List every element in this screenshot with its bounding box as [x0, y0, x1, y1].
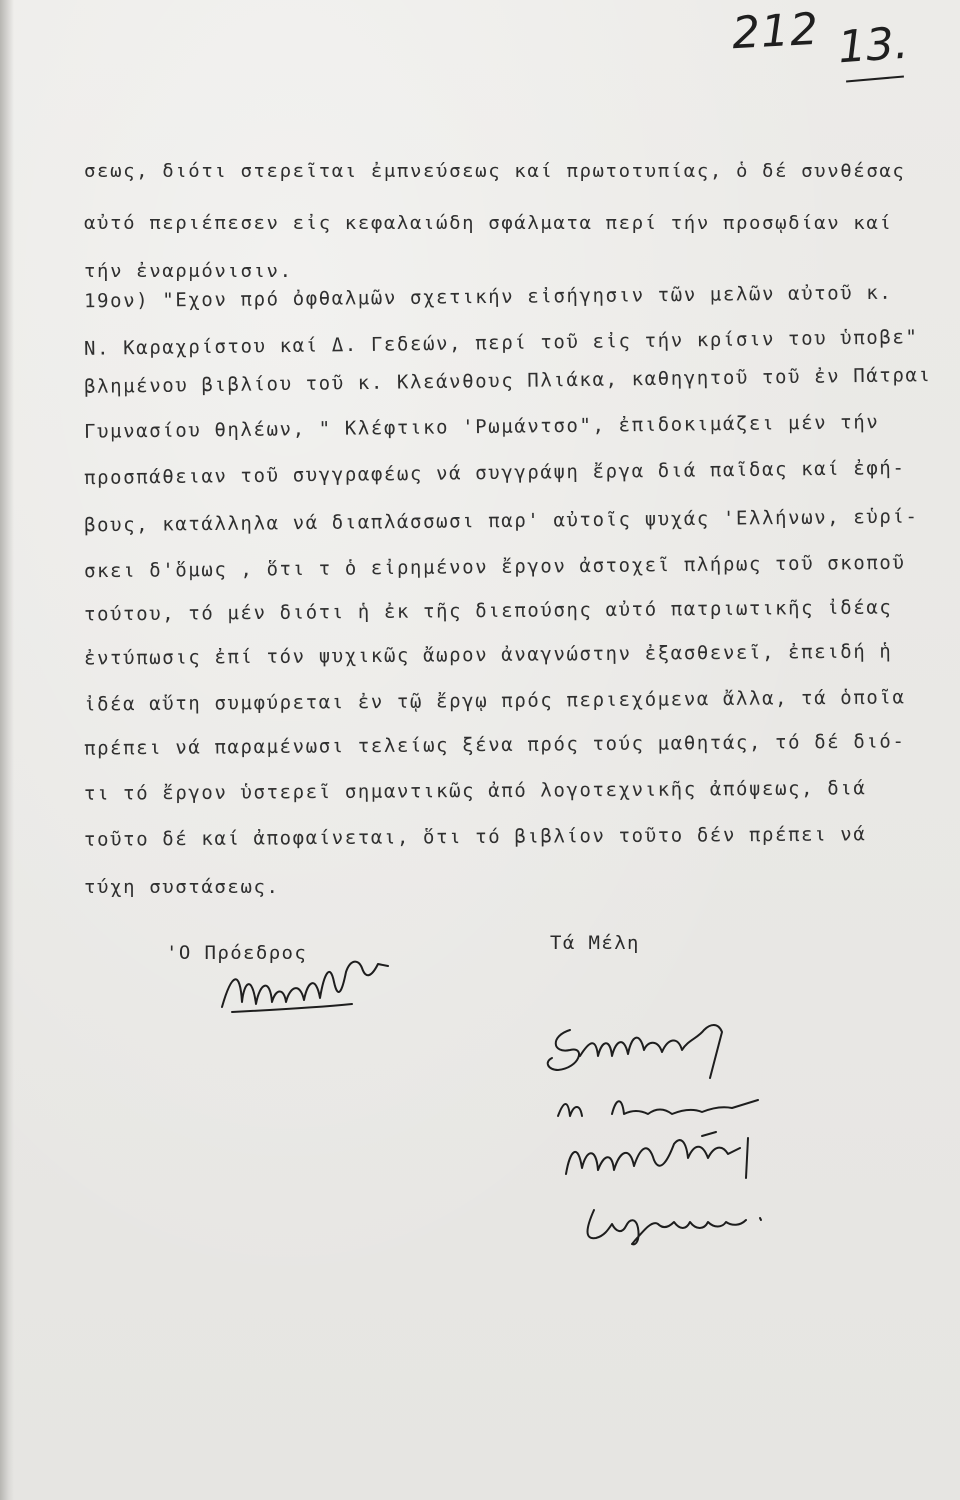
body-line: βους, κατάλληλα νά διαπλάσσωσι παρ' αὐτοῖς ψυχάς 'Ελλήνων, εὑρί- [83, 505, 919, 537]
body-line: Γυμνασίου θηλέων, " Κλέφτικο 'Ρωμάντσο", ἐπιδοκιμάζει μέν τήν [83, 411, 880, 443]
body-line: τι τό ἔργον ὑστερεῖ σημαντικῶς ἀπό λογοτεχνικῆς ἀπόψεως, διά [83, 777, 867, 805]
member-signature-2 [552, 1086, 772, 1126]
member-signature-3 [552, 1130, 782, 1190]
sheet-number-underline [846, 75, 904, 82]
body-line: 19ον) "Εχον πρό ὀφθαλμῶν σχετικήν εἰσήγησιν τῶν μελῶν αὐτοῦ κ. [83, 281, 893, 313]
scan-left-edge-shadow [0, 0, 14, 1500]
body-line: τούτου, τό μέν διότι ἡ ἐκ τῆς διεπούσης αὐτό πατριωτικῆς ἰδέας [83, 596, 893, 626]
body-line: τύχη συστάσεως. [84, 876, 280, 898]
body-line: προσπάθειαν τοῦ συγγραφέως νά συγγράψη ἔργα διά παῖδας καί ἐφή- [83, 456, 906, 490]
body-line: σεως, διότι στερεῖται ἐμπνεύσεως καί πρωτοτυπίας, ὁ δέ συνθέσας [84, 160, 906, 182]
body-line: τοῦτο δέ καί ἀποφαίνεται, ὅτι τό βιβλίον τοῦτο δέν πρέπει νά [83, 823, 867, 851]
president-title: 'Ο Πρόεδρος [166, 942, 308, 964]
folio-number: 212 [730, 3, 821, 60]
body-line: ἐντύπωσις ἐπί τόν ψυχικῶς ἄωρον ἀναγνώστην ἐξασθενεῖ, ἐπειδή ἡ [83, 640, 893, 670]
body-line: αὐτό περιέπεσεν εἰς κεφαλαιώδη σφάλματα περί τήν προσῳδίαν καί [84, 212, 893, 234]
member-signature-4 [574, 1200, 774, 1250]
body-line: βλημένου βιβλίου τοῦ κ. Κλεάνθους Πλιάκα, καθηγητοῦ τοῦ ἐν Πάτραι [83, 364, 932, 398]
body-line: σκει δ'ὅμως , ὅτι τ ὁ εἰρημένον ἔργον ἀστοχεῖ πλήρως τοῦ σκοποῦ [83, 551, 906, 583]
body-line: τήν ἐναρμόνισιν. [84, 260, 293, 282]
members-title: Τά Μέλη [550, 932, 640, 954]
body-line: Ν. Καραχρίστου καί Δ. Γεδεών, περί τοῦ εἰς τήν κρίσιν του ὑποβε" [83, 326, 919, 360]
body-line: πρέπει νά παραμένωσι τελείως ξένα πρός τούς μαθητάς, τό δέ διό- [83, 730, 906, 760]
body-line: ἰδέα αὕτη συμφύρεται ἐν τῷ ἔργῳ πρός περιεχόμενα ἄλλα, τά ὁποῖα [83, 686, 906, 716]
member-signature-1 [540, 1010, 740, 1080]
sheet-number: 13. [836, 17, 910, 74]
president-signature [212, 952, 402, 1022]
